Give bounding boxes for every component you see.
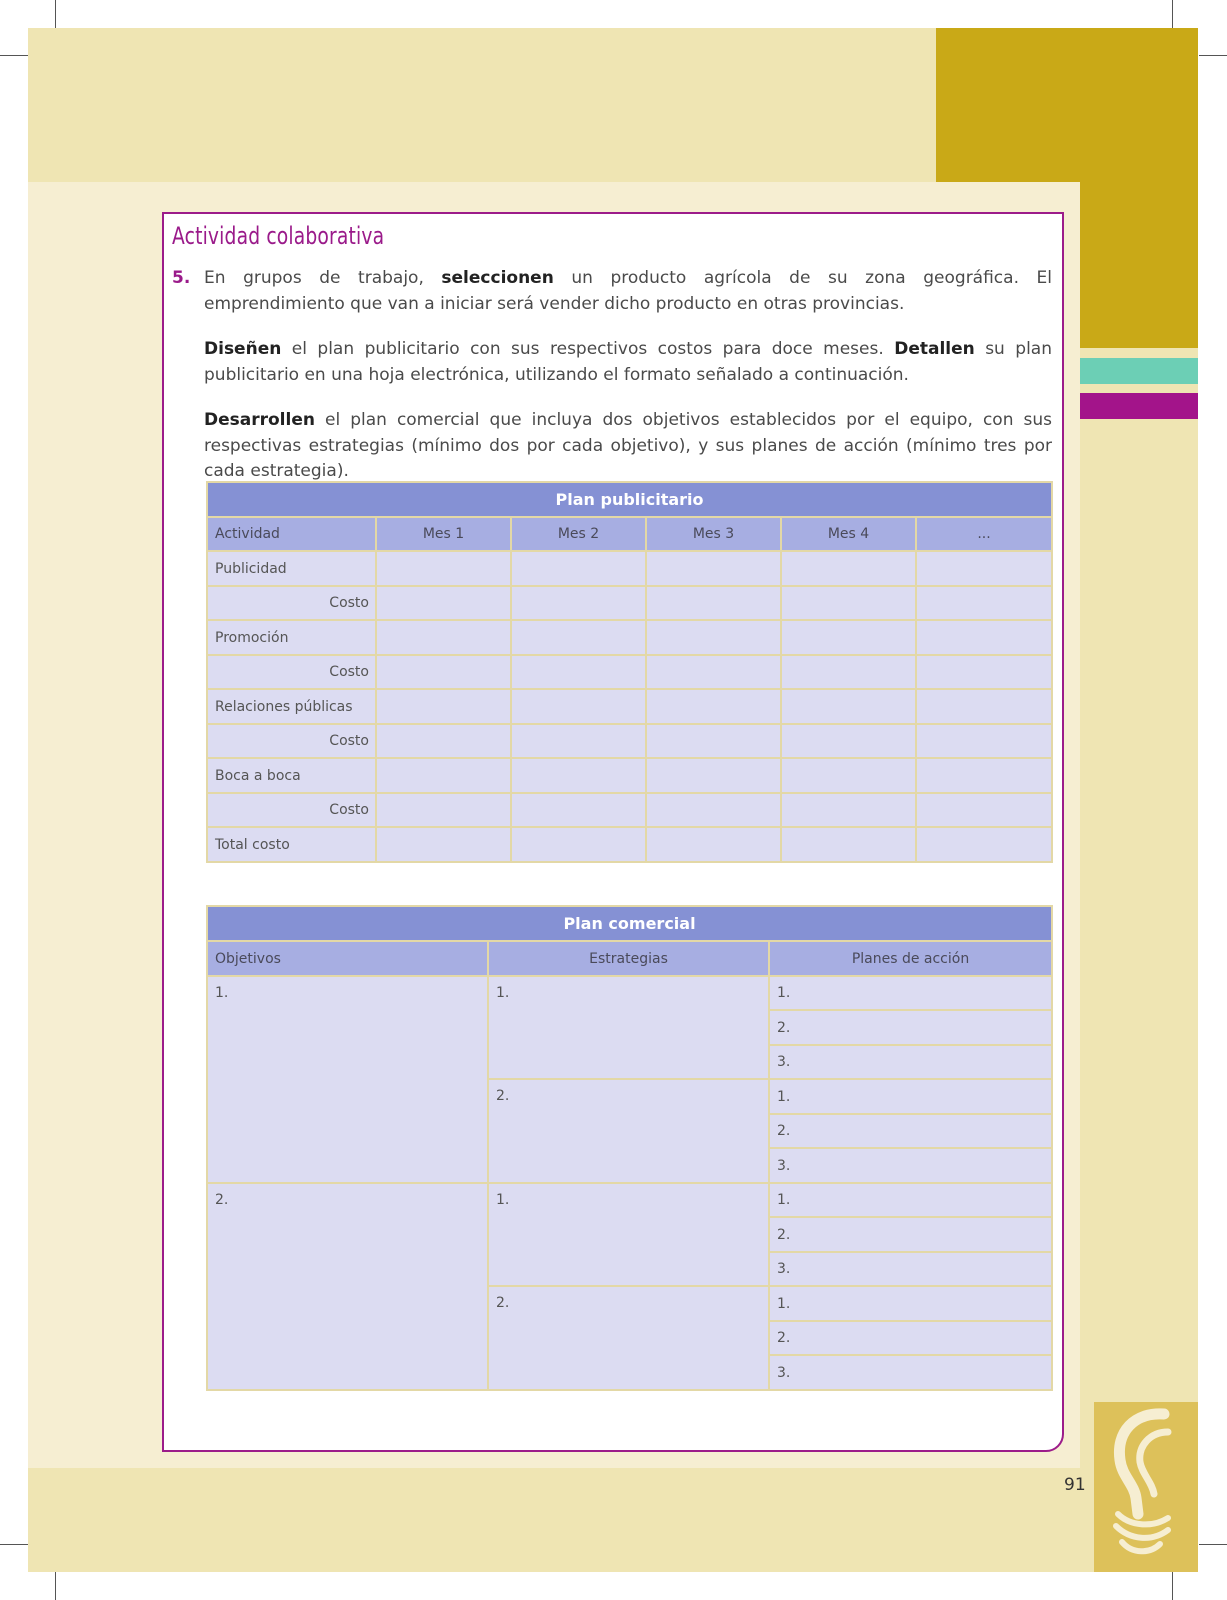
column-header: Mes 3 [646,517,781,551]
bold-verb: seleccionen [441,268,554,288]
table-cell [376,551,511,586]
table-cell [646,758,781,793]
text-run: En grupos de trabajo, [204,268,442,288]
table-cell [511,724,646,758]
action-cell: 1. [769,1183,1052,1217]
teal-band [1080,358,1198,384]
crop-mark [55,0,56,28]
table-cell [916,758,1052,793]
instruction-paragraph-3 [204,408,1052,485]
table-cell [646,655,781,689]
objective-cell: 2. [207,1183,488,1390]
table-cell [376,689,511,724]
table-cell [916,689,1052,724]
text-run: su plan publicitario en una hoja electrónica, utilizando el formato señalado a continuación. [204,339,1052,385]
action-cell: 3. [769,1148,1052,1183]
table-cell [376,827,511,862]
crop-mark [1199,1544,1227,1545]
action-cell: 3. [769,1252,1052,1286]
row-label: Costo [207,586,376,620]
table-cell [781,620,916,655]
table-cell [511,827,646,862]
action-cell: 1. [769,1286,1052,1321]
table-cell [916,655,1052,689]
table-cell [511,551,646,586]
text-run: el plan publicitario con sus respectivos costos para doce meses. [281,339,895,359]
strategy-cell: 1. [488,1183,769,1286]
table-cell [511,689,646,724]
table-cell [376,758,511,793]
table-row [207,586,1052,620]
strategy-cell: 1. [488,976,769,1079]
table-cell [376,620,511,655]
table-row [207,758,1052,793]
column-header: ... [916,517,1052,551]
table-row [207,655,1052,689]
row-label: Costo [207,724,376,758]
table-cell [916,827,1052,862]
table-row [207,724,1052,758]
instruction-paragraph-1 [204,266,1052,317]
crop-mark [0,1544,28,1545]
bold-verb: Detallen [894,339,975,359]
crop-mark [1172,0,1173,28]
column-header: Estrategias [488,941,769,976]
table-cell [376,724,511,758]
table-cell [781,793,916,827]
table-cell [781,758,916,793]
table-row [207,551,1052,586]
table-cell [646,793,781,827]
table-cell [376,793,511,827]
column-header: Planes de acción [769,941,1052,976]
plan-publicitario-table [206,481,1053,863]
table-cell [511,620,646,655]
action-cell: 2. [769,1217,1052,1252]
table-cell [916,620,1052,655]
text-run: un producto agrícola de su zona geográfica. El emprendimiento que van a iniciar será vender dicho producto en otras provincias. [204,268,1052,314]
table-title: Plan publicitario [207,482,1052,517]
table-cell [781,827,916,862]
table-cell [511,655,646,689]
lightbulb-tab [1094,1402,1198,1572]
table-cell [781,551,916,586]
crop-mark [1172,1572,1173,1600]
table-cell [916,724,1052,758]
text-run: el plan comercial que incluya dos objetivos establecidos por el equipo, con sus respectivas estrategias (mínimo dos por cada objetivo), y sus planes de acción (mínimo tres por cada estrategia). [204,410,1052,481]
action-cell: 1. [769,976,1052,1010]
row-label: Costo [207,655,376,689]
table-cell [916,551,1052,586]
table-cell [646,689,781,724]
table-row [207,976,1052,1010]
section-heading: Actividad colaborativa [172,222,385,250]
row-label: Boca a boca [207,758,376,793]
row-label: Relaciones públicas [207,689,376,724]
table-cell [916,793,1052,827]
table-row [207,1183,1052,1217]
objective-cell: 1. [207,976,488,1183]
column-header: Actividad [207,517,376,551]
action-cell: 2. [769,1321,1052,1355]
row-label: Promoción [207,620,376,655]
table-row [207,793,1052,827]
strategy-cell: 2. [488,1079,769,1183]
table-cell [511,758,646,793]
table-title: Plan comercial [207,906,1052,941]
table-cell [376,655,511,689]
side-strip [1080,348,1198,1572]
column-header: Mes 2 [511,517,646,551]
column-header: Mes 4 [781,517,916,551]
strategy-cell: 2. [488,1286,769,1390]
table-cell [781,724,916,758]
action-cell: 2. [769,1114,1052,1148]
table-cell [781,655,916,689]
row-label: Costo [207,793,376,827]
table-cell [511,793,646,827]
table-row [207,689,1052,724]
table-cell [916,586,1052,620]
plan-comercial-table [206,905,1053,1391]
table-cell [646,827,781,862]
lightbulb-icon [1094,1402,1198,1572]
table-cell [646,551,781,586]
action-cell: 1. [769,1079,1052,1114]
page-number: 91 [1064,1475,1086,1495]
bold-verb: Desarrollen [204,410,315,430]
table-cell [376,586,511,620]
table-cell [646,724,781,758]
bold-verb: Diseñen [204,339,282,359]
row-label: Total costo [207,827,376,862]
action-cell: 3. [769,1045,1052,1079]
table-cell [781,586,916,620]
table-cell [646,620,781,655]
crop-mark [55,1572,56,1600]
crop-mark [0,55,28,56]
row-label: Publicidad [207,551,376,586]
magenta-band [1080,393,1198,419]
crop-mark [1199,55,1227,56]
column-header: Mes 1 [376,517,511,551]
table-row [207,620,1052,655]
item-number: 5. [172,268,191,288]
action-cell: 2. [769,1010,1052,1045]
instruction-paragraph-2 [204,337,1052,388]
table-cell [511,586,646,620]
table-row [207,827,1052,862]
table-cell [646,586,781,620]
table-cell [781,689,916,724]
action-cell: 3. [769,1355,1052,1390]
column-header: Objetivos [207,941,488,976]
